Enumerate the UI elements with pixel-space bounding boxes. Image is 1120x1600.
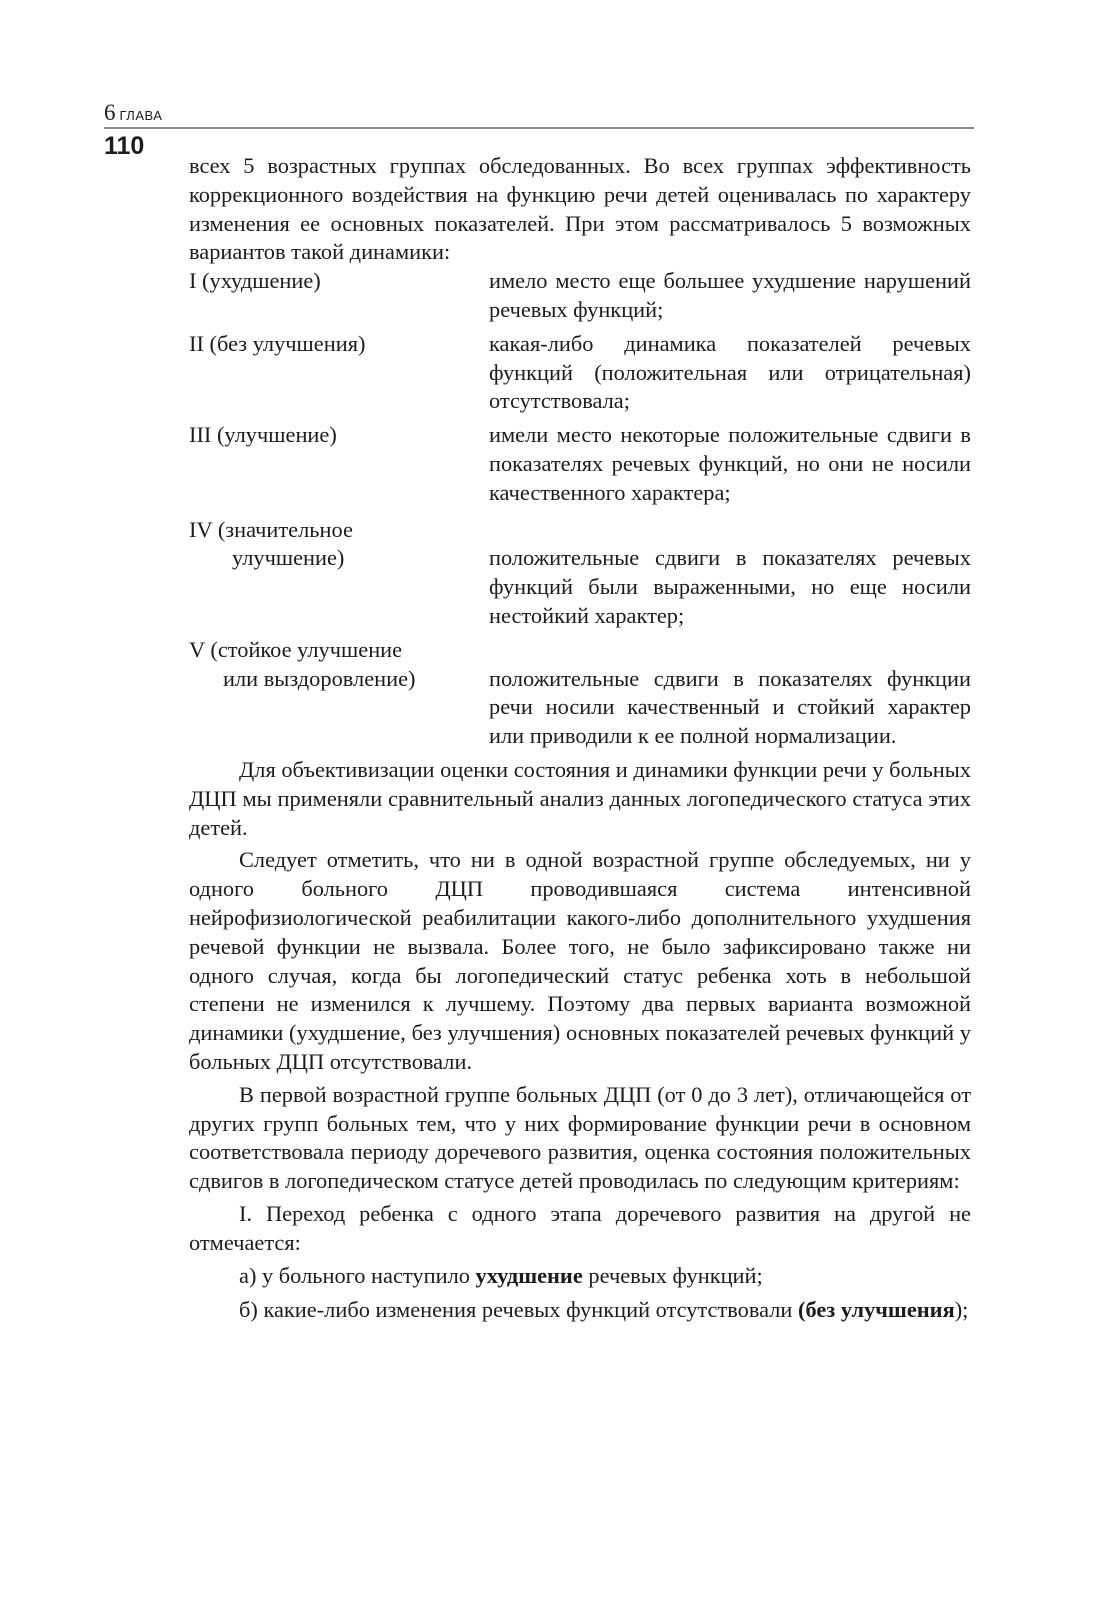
criterion-item-bold: (без улучшения <box>798 1297 955 1323</box>
criterion-item <box>239 1296 971 1325</box>
variant-description: положительные сдвиги в показателях речевых функций были выраженными, но еще носили нестойкий характер; <box>489 545 971 628</box>
variant-row <box>189 330 971 416</box>
chapter-number: 6 <box>104 100 116 125</box>
variant-term-text: I (ухудшение) <box>189 268 321 294</box>
variant-term <box>189 267 489 296</box>
variant-term <box>189 636 489 694</box>
variant-row <box>189 267 971 325</box>
criterion-item-text: б) какие-либо изменения речевых функций отсутствовали <box>239 1297 799 1323</box>
criterion-heading: I. Переход ребенка с одного этапа доречевого развития на другой не отмечается: <box>189 1200 971 1255</box>
variant-term-continuation: или выздоровление) <box>223 665 416 691</box>
body-paragraph: Следует отметить, что ни в одной возрастной группе обследуемых, ни у одного больного ДЦП проводившаяся система интенсивной нейрофизиологической реабилитации какого-либо дополнительного ухудшения речевой функции не вызвала. Более того, не было зафиксировано также ни одного случая, когда бы логопедический статус ребенка хоть в небольшой степени не изменился к лучшему. Поэтому два первых варианта возможной динамики (ухудшение, без улучшения) основных показателей речевых функций у больных ДЦП отсутствовали. <box>189 847 971 1074</box>
variant-row <box>189 421 971 507</box>
variant-row <box>189 636 971 751</box>
variant-term <box>189 421 489 450</box>
variant-description: имели место некоторые положительные сдвиги в показателях речевых функций, но они не носили качественного характера; <box>489 422 971 505</box>
variant-term-text: II (без улучшения) <box>189 330 366 356</box>
header-rule <box>104 127 974 129</box>
page-body <box>189 152 971 1325</box>
body-paragraph: Для объективизации оценки состояния и динамики функции речи у больных ДЦП мы применяли сравнительный анализ данных логопедического статуса этих детей. <box>189 756 971 840</box>
criterion-item <box>239 1262 971 1291</box>
running-header <box>104 100 974 160</box>
variant-description: положительные сдвиги в показателях функции речи носили качественный и стойкий характер или приводили к ее полной нормализации. <box>489 665 971 749</box>
body-paragraph: В первой возрастной группе больных ДЦП (от 0 до 3 лет), отличающейся от других групп больных тем, что у них формирование функции речи в основном соответствовала периоду доречевого развития, оценка состояния положительных сдвигов в логопедическом статусе детей проводилась по следующим критериям: <box>189 1081 971 1194</box>
variant-description: имело место еще большее ухудшение нарушений речевых функций; <box>489 268 971 322</box>
intro-paragraph: всех 5 возрастных группах обследованных. Во всех группах эффективность коррекционного воздействия на функцию речи детей оценивалась по характеру изменения ее основных показателей. При этом рассматривалось 5 возможных вариантов такой динамики: <box>189 153 971 265</box>
variant-term <box>189 516 489 574</box>
variant-term <box>189 330 489 359</box>
criterion-item-text: ); <box>954 1297 969 1323</box>
criterion-item-bold: ухудшение <box>475 1263 583 1289</box>
variant-term-text: III (улучшение) <box>189 422 337 448</box>
criterion-item-text: речевых функций; <box>582 1263 763 1289</box>
variant-row <box>189 516 971 631</box>
variant-term-text: IV (значительное <box>189 516 353 542</box>
chapter-label <box>104 100 974 126</box>
page-number: 110 <box>104 132 145 160</box>
criterion-item-text: а) у больного наступило <box>239 1263 476 1289</box>
variant-term-continuation: улучшение) <box>232 545 345 571</box>
dynamics-variants-list <box>189 267 971 751</box>
chapter-word: ГЛАВА <box>119 108 163 123</box>
variant-description: какая-либо динамика показателей речевых функций (положительная или отрицательная) отсутствовала; <box>489 330 971 414</box>
variant-term-text: V (стойкое улучшение <box>189 636 403 662</box>
